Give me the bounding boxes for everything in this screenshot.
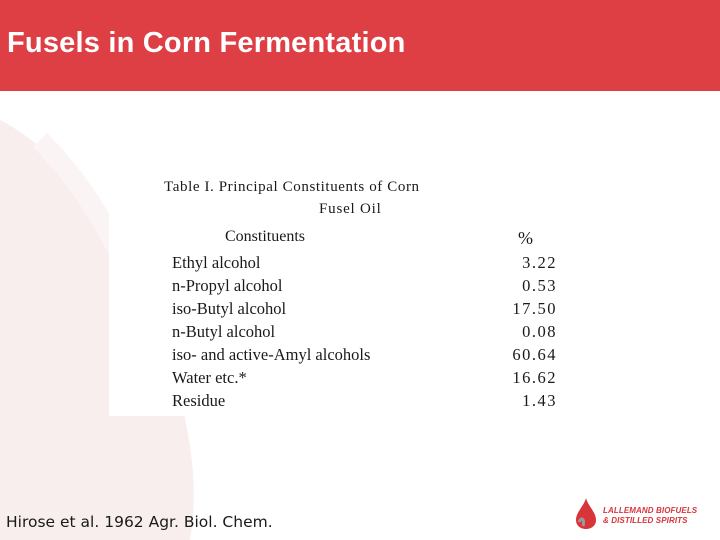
constituent-name: Ethyl alcohol [172,253,261,272]
company-logo [570,496,716,530]
table-row [172,366,557,389]
table-caption-subtitle: Fusel Oil [319,201,382,217]
constituent-name: iso-Butyl alcohol [172,299,287,318]
table-row [172,297,557,320]
table-body [172,251,557,412]
citation: Hirose et al. 1962 Agr. Biol. Chem. [6,513,273,531]
logo-text-line2: & DISTILLED SPIRITS [603,516,688,525]
constituent-percent: 0.53 [522,276,557,295]
constituent-name: iso- and active-Amyl alcohols [172,345,371,364]
table-image [109,176,598,416]
constituent-percent: 16.62 [512,368,557,387]
constituent-name: n-Propyl alcohol [172,276,283,295]
table-row [172,251,557,274]
constituent-percent: 3.22 [522,253,557,272]
table-row [172,343,557,366]
constituent-name: Water etc.* [172,368,247,387]
table-row [172,389,557,412]
table-row [172,320,557,343]
constituent-percent: 60.64 [512,345,557,364]
title-bar [0,0,720,91]
constituent-percent: 1.43 [522,391,557,410]
constituent-percent: 0.08 [522,322,557,341]
constituent-name: Residue [172,391,226,410]
column-header-percent: % [518,228,533,248]
logo-text-line1: LALLEMAND BIOFUELS [603,506,698,515]
constituent-name: n-Butyl alcohol [172,322,276,341]
column-header-constituents: Constituents [225,228,306,245]
table-caption: Table I. Principal Constituents of Corn [164,179,420,195]
constituent-percent: 17.50 [512,299,557,318]
table-row [172,274,557,297]
droplet-icon [570,496,600,530]
slide-title: Fusels in Corn Fermentation [7,27,406,59]
